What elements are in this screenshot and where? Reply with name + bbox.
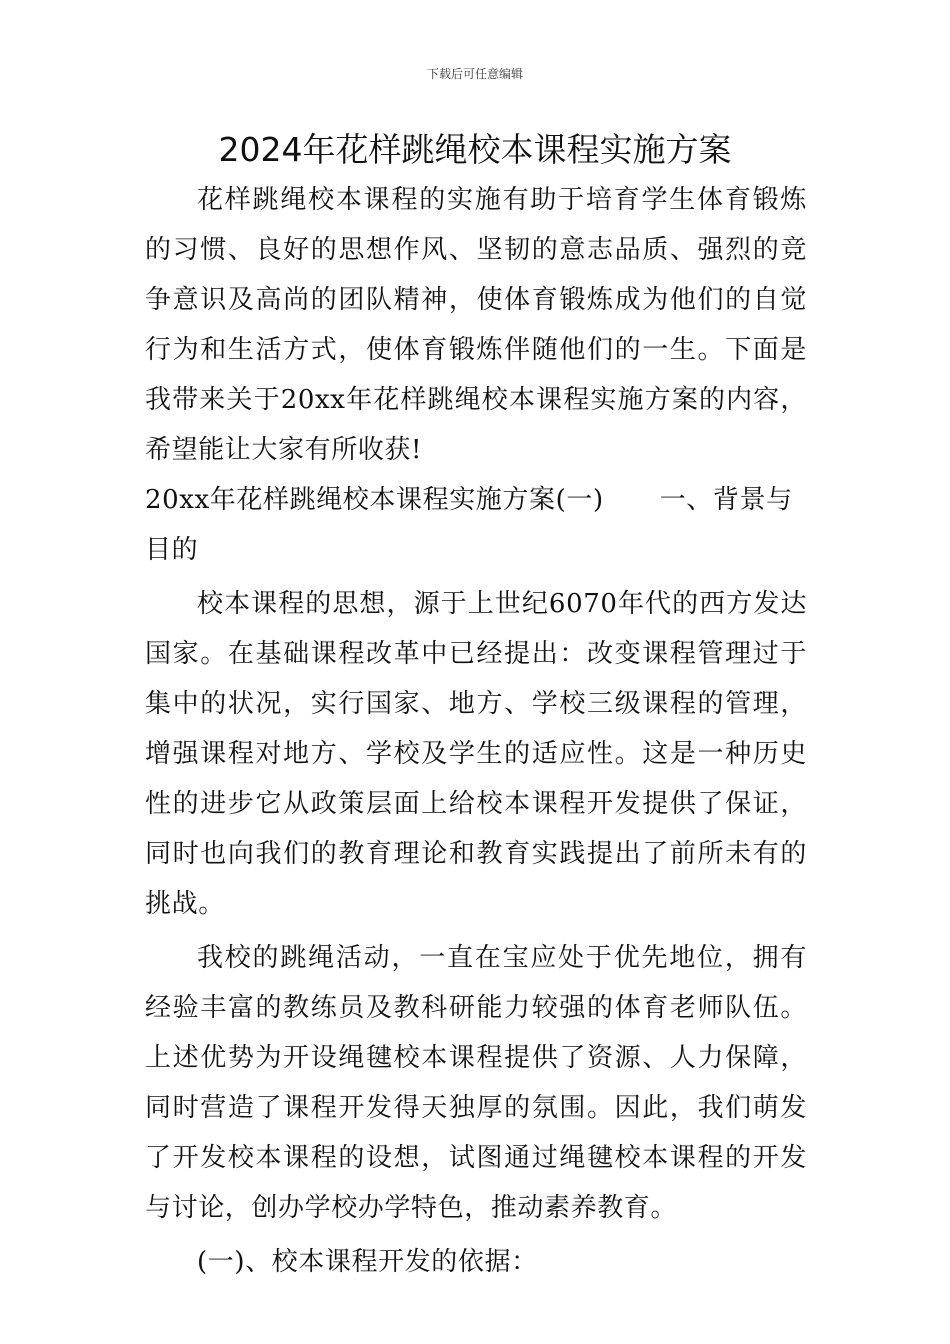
document-body [145, 175, 807, 1287]
section-heading [145, 475, 807, 575]
body-paragraph: 我校的跳绳活动，一直在宝应处于优先地位，拥有经验丰富的教练员及教科研能力较强的体育老师队伍。上述优势为开设绳毽校本课程提供了资源、人力保障，同时营造了课程开发得天独厚的氛围。因此，我们萌发了开发校本课程的设想，试图通过绳毽校本课程的开发与讨论，创办学校办学特色，推动素养教育。 [145, 943, 807, 1223]
section-part-title: 一、背景与目的 [145, 485, 793, 565]
body-paragraph: 校本课程的思想，源于上世纪6070年代的西方发达国家。在基础课程改革中已经提出：改变课程管理过于集中的状况，实行国家、地方、学校三级课程的管理，增强课程对地方、学校及学生的适应性。这是一种历史性的进步它从政策层面上给校本课程开发提供了保证，同时也向我们的教育理论和教育实践提出了前所未有的挑战。 [145, 589, 807, 919]
subheading: (一)、校本课程开发的依据： [197, 1247, 538, 1277]
section-doc-name: 20xx年花样跳绳校本课程实施方案(一) [145, 485, 604, 515]
header-note: 下载后可任意编辑 [426, 67, 523, 81]
intro-paragraph: 花样跳绳校本课程的实施有助于培育学生体育锻炼的习惯、良好的思想作风、坚韧的意志品质、强烈的竞争意识及高尚的团队精神，使体育锻炼成为他们的自觉行为和生活方式，使体育锻炼伴随他们的一生。下面是我带来关于20xx年花样跳绳校本课程实施方案的内容，希望能让大家有所收获! [145, 185, 807, 465]
document-title: 2024年花样跳绳校本课程实施方案 [218, 130, 732, 169]
